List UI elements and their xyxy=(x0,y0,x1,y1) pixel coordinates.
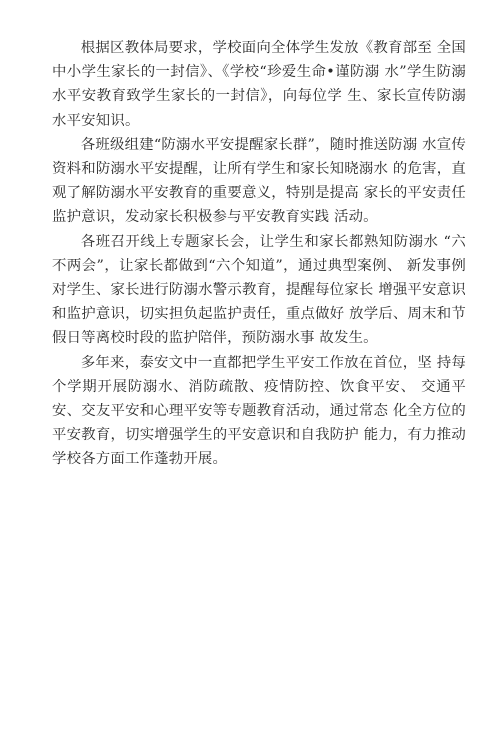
paragraph-1: 根据区教体局要求，学校面向全体学生发放《教育部至 全国中小学生家长的一封信》、《学校“珍爱生命•谨防溺 水”学生防溺水平安教育致学生家长的一封信》，向每位学 生、家长宣传防溺水平安知识。 xyxy=(52,40,466,129)
paragraph-2: 各班级组建“防溺水平安提醒家长群”，随时推送防溺 水宣传资料和防溺水平安提醒，让所有学生和家长知晓溺水 的危害，直观了解防溺水平安教育的重要意义，特别是提高 家长的平安责任监护意识，发动家长积极参与平安教育实践 活动。 xyxy=(52,136,466,226)
paragraph-4: 多年来，泰安文中一直都把学生平安工作放在首位，坚 持每个学期开展防溺水、消防疏散、疫情防控、饮食平安、 交通平安、交友平安和心理平安等专题教育活动，通过常态 化全方位的平安教育，切实增强学生的平安意识和自我防护 能力，有力推动学校各方面工作蓬勃开展。 xyxy=(52,354,466,468)
document-body xyxy=(52,36,466,472)
paragraph-3: 各班召开线上专题家长会，让学生和家长都熟知防溺水 “六不两会”，让家长都做到“六个知道”，通过典型案例、 新发事例对学生、家长进行防溺水警示教育，提醒每位家长 增强平安意识和监护意识，切实担负起监护责任，重点做好 放学后、周末和节假日等离校时段的监护陪伴，预防溺水事 故发生。 xyxy=(52,233,466,347)
